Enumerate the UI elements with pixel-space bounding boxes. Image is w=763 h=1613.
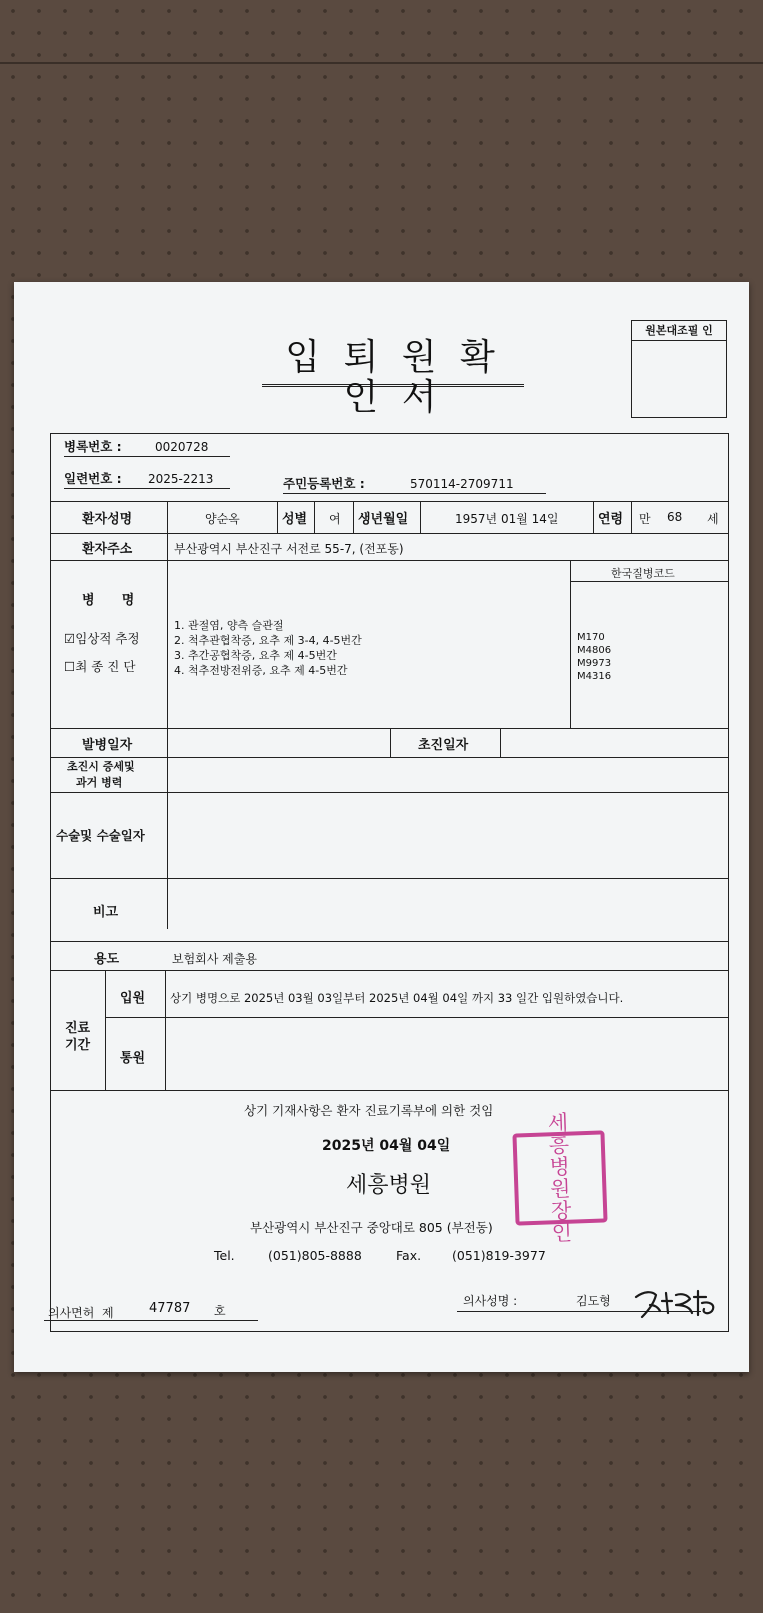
diagnosis-label: 병 명 bbox=[82, 593, 135, 608]
serial-no-label: 일련번호 : bbox=[64, 471, 122, 486]
seal-char: 세 bbox=[547, 1110, 569, 1136]
sex-value: 여 bbox=[329, 512, 341, 526]
record-no-value: 0020728 bbox=[155, 440, 209, 454]
kcd-code: M4806 bbox=[577, 645, 612, 656]
original-check-label: 원본대조필 인 bbox=[632, 321, 726, 341]
tel-label: Tel. bbox=[214, 1248, 235, 1263]
first-visit-label: 초진일자 bbox=[418, 738, 469, 753]
serial-no-value: 2025-2213 bbox=[148, 472, 214, 486]
original-check-box bbox=[631, 320, 727, 418]
kcd-code: M170 bbox=[577, 632, 605, 643]
fax-value: (051)819-3977 bbox=[452, 1248, 546, 1263]
sex-label: 성별 bbox=[282, 512, 308, 527]
license-number: 47787 bbox=[149, 1301, 191, 1316]
clinical-estimate-checkbox: ☑임상적 추정 bbox=[64, 631, 140, 646]
outpatient-label: 통원 bbox=[120, 1051, 146, 1066]
birth-value: 1957년 01월 14일 bbox=[455, 512, 559, 526]
birth-label: 생년월일 bbox=[358, 512, 409, 527]
document-title: 입 퇴 원 확 인 서 bbox=[262, 338, 524, 387]
issue-date: 2025년 04월 04일 bbox=[322, 1138, 451, 1154]
kcd-code: M9973 bbox=[577, 658, 612, 669]
period-label-1: 진료 bbox=[65, 1021, 91, 1036]
certification-statement: 상기 기재사항은 환자 진료기록부에 의한 것임 bbox=[244, 1103, 494, 1118]
license-label: 의사면허 제 bbox=[48, 1306, 114, 1320]
history-label-1: 초진시 증세및 bbox=[67, 760, 135, 773]
remarks-label: 비고 bbox=[93, 905, 119, 920]
record-no-underline bbox=[64, 456, 230, 457]
resident-no-value: 570114-2709711 bbox=[410, 477, 514, 491]
license-underline bbox=[44, 1320, 258, 1321]
period-label-2: 기간 bbox=[65, 1038, 91, 1053]
inpatient-label: 입원 bbox=[120, 991, 146, 1006]
resident-no-underline bbox=[283, 493, 546, 494]
seal-char: 원 bbox=[549, 1176, 571, 1202]
hospital-seal bbox=[512, 1110, 607, 1246]
patient-name-label: 환자성명 bbox=[82, 512, 133, 527]
age-suffix: 세 bbox=[707, 512, 719, 526]
diagnosis-item: 2. 척추관협착증, 요추 제 3-4, 4-5번간 bbox=[174, 634, 362, 647]
diagnosis-item: 1. 관절염, 양측 슬관절 bbox=[174, 619, 284, 632]
seal-char: 병 bbox=[549, 1154, 571, 1180]
patient-name-value: 양순옥 bbox=[205, 512, 240, 526]
kcd-label: 한국질병코드 bbox=[611, 567, 675, 580]
kcd-code: M4316 bbox=[577, 671, 612, 682]
final-diagnosis-checkbox: ☐최 종 진 단 bbox=[64, 659, 136, 674]
seal-char: 흥 bbox=[548, 1132, 570, 1158]
resident-no-label: 주민등록번호 : bbox=[283, 476, 365, 491]
diagnosis-item: 3. 추간공협착증, 요추 제 4-5번간 bbox=[174, 649, 337, 662]
purpose-value: 보험회사 제출용 bbox=[172, 952, 257, 966]
serial-no-underline bbox=[64, 488, 230, 489]
age-label: 연령 bbox=[598, 512, 624, 527]
inpatient-text: 상기 병명으로 2025년 03월 03일부터 2025년 04월 04일 까지 33 일간 입원하였습니다. bbox=[170, 991, 624, 1005]
onset-date-label: 발병일자 bbox=[82, 738, 133, 753]
seal-char: 인 bbox=[551, 1220, 573, 1246]
purpose-label: 용도 bbox=[94, 952, 120, 967]
surgery-label: 수술및 수술일자 bbox=[56, 828, 145, 843]
hospital-address: 부산광역시 부산진구 중앙대로 805 (부전동) bbox=[250, 1220, 493, 1235]
age-prefix: 만 bbox=[639, 512, 651, 526]
license-suffix: 호 bbox=[214, 1304, 226, 1318]
record-no-label: 병록번호 : bbox=[64, 439, 122, 454]
upholstery-seam bbox=[0, 62, 763, 64]
address-value: 부산광역시 부산진구 서전로 55-7, (전포동) bbox=[174, 542, 404, 556]
history-label-2: 과거 병력 bbox=[76, 776, 123, 789]
doctor-name-value: 김도형 bbox=[576, 1294, 611, 1308]
age-value: 68 bbox=[667, 510, 683, 524]
fax-label: Fax. bbox=[396, 1248, 422, 1263]
seal-char: 장 bbox=[550, 1198, 572, 1224]
doctor-signature bbox=[632, 1283, 722, 1323]
diagnosis-item: 4. 척추전방전위증, 요추 제 4-5번간 bbox=[174, 664, 348, 677]
address-label: 환자주소 bbox=[82, 542, 133, 557]
tel-value: (051)805-8888 bbox=[268, 1248, 362, 1263]
doctor-name-label: 의사성명 : bbox=[463, 1294, 518, 1308]
hospital-name: 세흥병원 bbox=[346, 1173, 432, 1198]
